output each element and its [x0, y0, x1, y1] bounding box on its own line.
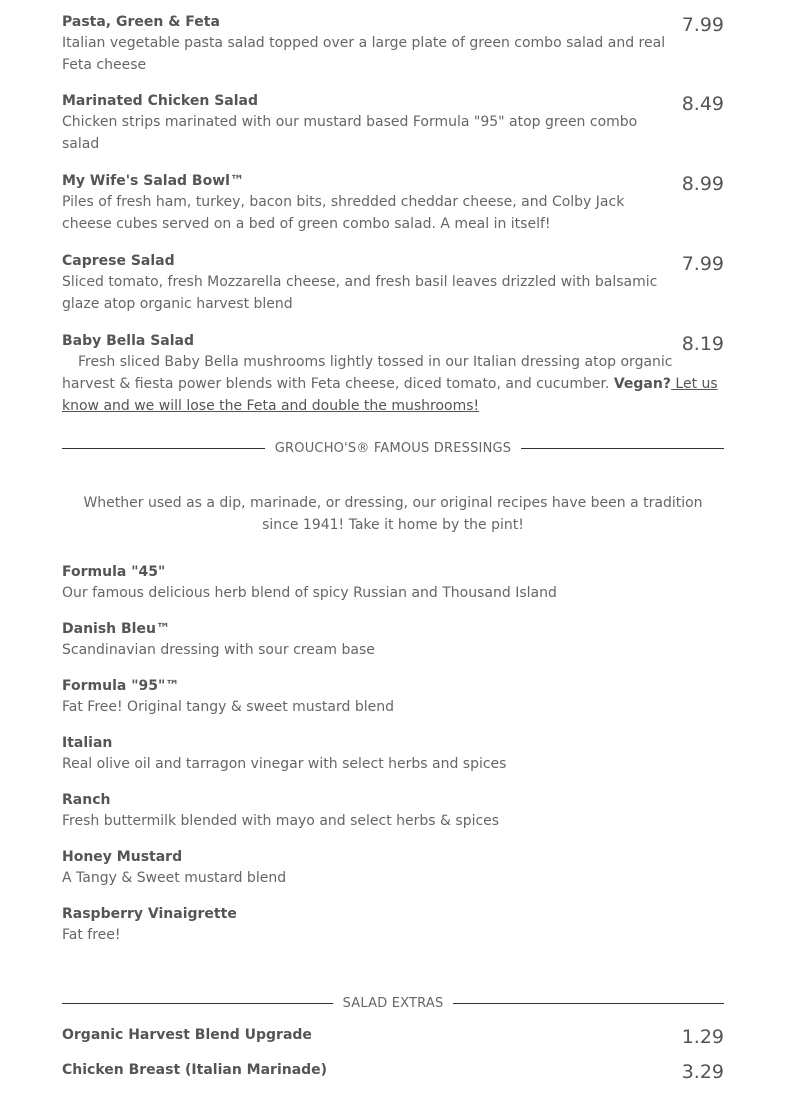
dressing-description: Fat free! [62, 927, 121, 943]
menu-item-pasta-green-feta [62, 12, 724, 76]
menu-item-my-wifes-salad-bowl [62, 171, 724, 235]
salad-list [62, 12, 724, 433]
dressing-name: Ranch [62, 792, 111, 808]
vegan-label: Vegan? [613, 376, 671, 392]
extra-chicken-breast [62, 1060, 724, 1095]
dressings-intro: Whether used as a dip, marinade, or dressing, our original recipes have been a tradition since 1941! Take it home by the pint! [83, 495, 703, 533]
dressing-raspberry-vinaigrette [62, 904, 724, 946]
section-title: GROUCHO'S® FAMOUS DRESSINGS [274, 441, 512, 456]
dressing-description: Fresh buttermilk blended with mayo and select herbs & spices [62, 813, 500, 829]
item-name: Baby Bella Salad [62, 333, 195, 349]
extras-section [62, 996, 724, 1095]
dressing-description: Scandinavian dressing with sour cream base [62, 642, 375, 658]
dressings-section [62, 441, 724, 961]
item-name: Caprese Salad [62, 253, 175, 269]
item-name: Marinated Chicken Salad [62, 93, 258, 109]
dressing-honey-mustard [62, 847, 724, 889]
menu-item-marinated-chicken-salad [62, 91, 724, 155]
item-description: Sliced tomato, fresh Mozzarella cheese, and fresh basil leaves drizzled with balsamic glaze atop organic harvest blend [62, 274, 658, 312]
divider-left [62, 1003, 333, 1004]
dressing-description: Our famous delicious herb blend of spicy Russian and Thousand Island [62, 585, 557, 601]
dressing-name: Danish Bleu™ [62, 621, 170, 637]
item-price: 7.99 [681, 253, 724, 275]
dressing-name: Raspberry Vinaigrette [62, 906, 237, 922]
extra-price: 3.29 [681, 1061, 724, 1083]
dressing-name: Formula "95"™ [62, 678, 180, 694]
extra-organic-harvest-upgrade [62, 1025, 724, 1060]
item-description: Chicken strips marinated with our mustard based Formula "95" atop green combo salad [62, 114, 638, 152]
section-title: SALAD EXTRAS [342, 996, 444, 1011]
item-description: Italian vegetable pasta salad topped over a large plate of green combo salad and real Feta cheese [62, 35, 666, 73]
dressing-name: Formula "45" [62, 564, 166, 580]
extra-name: Chicken Breast (Italian Marinade) [62, 1062, 328, 1078]
divider-right [521, 448, 724, 449]
dressing-danish-bleu [62, 619, 724, 661]
menu-item-baby-bella-salad [62, 331, 724, 417]
item-name: My Wife's Salad Bowl™ [62, 173, 244, 189]
extra-price: 1.29 [681, 1026, 724, 1048]
dressing-description: Fat Free! Original tangy & sweet mustard blend [62, 699, 395, 715]
divider-left [62, 448, 265, 449]
item-description-text: Fresh sliced Baby Bella mushrooms lightly tossed in our Italian dressing atop organic harvest & fiesta power blends with Feta cheese, diced tomato, and cucumber. [62, 354, 673, 392]
dressings-header [62, 441, 724, 456]
menu-item-caprese-salad [62, 251, 724, 315]
extra-name: Organic Harvest Blend Upgrade [62, 1027, 312, 1043]
vegan-note-link[interactable]: Let us know and we will lose the Feta and double the mushrooms! [62, 376, 718, 414]
dressing-list [62, 562, 724, 946]
dressing-formula-45 [62, 562, 724, 604]
divider-right [453, 1003, 724, 1004]
item-name: Pasta, Green & Feta [62, 14, 220, 30]
item-description: Piles of fresh ham, turkey, bacon bits, shredded cheddar cheese, and Colby Jack cheese cubes served on a bed of green combo salad. A meal in itself! [62, 194, 625, 232]
dressing-description: Real olive oil and tarragon vinegar with select herbs and spices [62, 756, 507, 772]
dressing-formula-95 [62, 676, 724, 718]
extras-header [62, 996, 724, 1011]
item-price: 8.99 [681, 173, 724, 195]
dressing-name: Honey Mustard [62, 849, 183, 865]
dressing-italian [62, 733, 724, 775]
dressing-name: Italian [62, 735, 113, 751]
dressing-ranch [62, 790, 724, 832]
item-price: 8.49 [681, 93, 724, 115]
item-description [62, 351, 724, 417]
item-price: 8.19 [681, 333, 724, 355]
item-price: 7.99 [681, 14, 724, 36]
dressing-description: A Tangy & Sweet mustard blend [62, 870, 287, 886]
